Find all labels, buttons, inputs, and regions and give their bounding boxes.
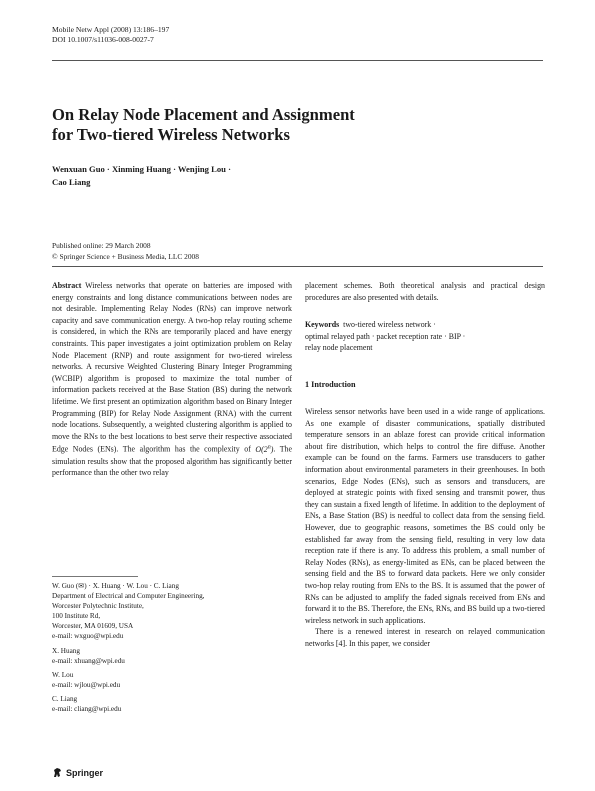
springer-horse-icon — [52, 767, 63, 778]
abstract-text-cont: . The simulation results show that the proposed algorithm has significantly better performance than the other two relay — [52, 444, 292, 478]
journal-header — [52, 25, 169, 45]
paper-title — [52, 105, 472, 145]
title-line: for Two-tiered Wireless Networks — [52, 125, 290, 144]
publisher-name: Springer — [66, 767, 104, 778]
affiliation-group — [52, 694, 292, 714]
doi[interactable]: DOI 10.1007/s11036-008-0027-7 — [52, 35, 154, 44]
affiliation-group — [52, 581, 292, 642]
affiliation-group — [52, 670, 292, 690]
intro-paragraph: Wireless sensor networks have been used in a wide range of applications. As one example of disaster communications, spatially distributed temperature sensors in an ablaze forest can provide critical information about fire distribution, which helps to control the fire diffuse. Another example can be found on the farms. Farmers use transducers to gather information about environmental parameters in their greenhouses. In both scenarios, Edge Nodes (ENs), such as sensors and transducers, are deployed at strategic points with fixed sensing and transmit power, thus they can sustain a fixed length of lifetime. In addition to the deployment of ENs, a Base Station (BS) is needful to collect data from the sensing field. However, due to geographic reasons, sometimes the BS could only be established far away from the sensing field, resulting in very low data reception rate if there is any. To address this problem, a small number of Relay Nodes (RNs), as energy-limited as ENs, can be placed between the sensing field and the BS to forward data packets. Here we only consider two-hop relay routing from ENs to the BS. It is assumed that the power of RNs can be adjusted to amplify the faded signals received from ENs and forward it to the BS. Therefore, the ENs, RNs, and BS build up a two-tiered wireless network in such applications. — [305, 407, 545, 625]
copyright-notice: © Springer Science + Business Media, LLC 2008 — [52, 252, 199, 261]
footnote-rule — [52, 576, 138, 577]
title-line: On Relay Node Placement and Assignment — [52, 105, 355, 124]
introduction-body — [305, 406, 545, 649]
abstract-continuation: placement schemes. Both theoretical analysis and practical design procedures are also presented with details. — [305, 281, 545, 302]
affiliation-author: W. Lou — [52, 670, 74, 679]
intro-paragraph — [305, 626, 545, 649]
keyword-line: two-tiered wireless network · — [343, 320, 436, 329]
pubinfo-rule — [52, 266, 543, 267]
section-heading-introduction: 1 Introduction — [305, 380, 356, 389]
intro-text: There is a renewed interest in research on relayed communication networks [ — [305, 627, 545, 648]
keywords-label: Keywords — [305, 320, 340, 329]
keyword-line: optimal relayed path · packet reception rate · BIP · — [305, 331, 466, 341]
journal-citation: Mobile Netw Appl (2008) 13:186–197 — [52, 25, 170, 34]
affiliation-authors: W. Guo (✉) · X. Huang · W. Lou · C. Liang — [52, 582, 179, 590]
email-link[interactable]: e-mail: xhuang@wpi.edu — [52, 656, 125, 665]
affiliation-department: Department of Electrical and Computer Engineering, — [52, 592, 205, 601]
keywords — [305, 319, 545, 354]
author-line: Wenxuan Guo · Xinming Huang · Wenjing Lou · — [52, 164, 231, 174]
complexity-exponent: n — [267, 444, 271, 451]
header-rule — [52, 60, 543, 61]
keyword-line: relay node placement — [305, 343, 373, 353]
affiliation-author: X. Huang — [52, 646, 80, 655]
abstract-text: Wireless networks that operate on batteries are imposed with energy constraints and long distance communications between nodes are not desirable. Implementing Relay Nodes (RNs) can improve network capacity and save communication energy. A two-hop relay routing scheme is considered, in which the RNs are temporarily placed and have energy constraints. This paper investigates a joint optimization problem on Relay Node Placement (RNP) and route assignment for two-tiered wireless networks. A recursive Weighted Clustering Binary Integer Programming (WCBIP) algorithm is proposed to maximize the total number of information packets received at the Base Station (BS) during the network lifetime. We first present an optimization algorithm based on Binary Integer Programming (BIP) for Relay Node Assignment (RNA) with the current node locations. Subsequently, a weighted clustering algorithm is applied to move the RNs to the best locations to best serve their respective associated Edge Nodes (ENs). The algorithm has the complexity of — [52, 281, 292, 454]
intro-text: ]. In this paper, we consider — [342, 638, 431, 648]
author-list — [52, 163, 352, 189]
email-link[interactable]: e-mail: wxguo@wpi.edu — [52, 632, 124, 641]
abstract — [52, 280, 292, 479]
affiliation-street: 100 Institute Rd, — [52, 612, 101, 621]
affiliation-institution: Worcester Polytechnic Institute, — [52, 602, 144, 611]
complexity-expression: O(2 — [255, 444, 268, 454]
publisher-footer — [52, 767, 103, 778]
affiliations — [52, 581, 292, 718]
email-link[interactable]: e-mail: wjlou@wpi.edu — [52, 680, 121, 689]
author-line: Cao Liang — [52, 177, 91, 187]
publication-info — [52, 240, 199, 262]
citation-link[interactable]: 4 — [338, 638, 343, 648]
published-date: Published online: 29 March 2008 — [52, 241, 151, 250]
email-link[interactable]: e-mail: cliang@wpi.edu — [52, 705, 122, 714]
abstract-label: Abstract — [52, 281, 82, 290]
affiliation-city: Worcester, MA 01609, USA — [52, 622, 134, 631]
affiliation-group — [52, 646, 292, 666]
affiliation-author: C. Liang — [52, 694, 78, 703]
complexity-close: ) — [270, 444, 274, 454]
